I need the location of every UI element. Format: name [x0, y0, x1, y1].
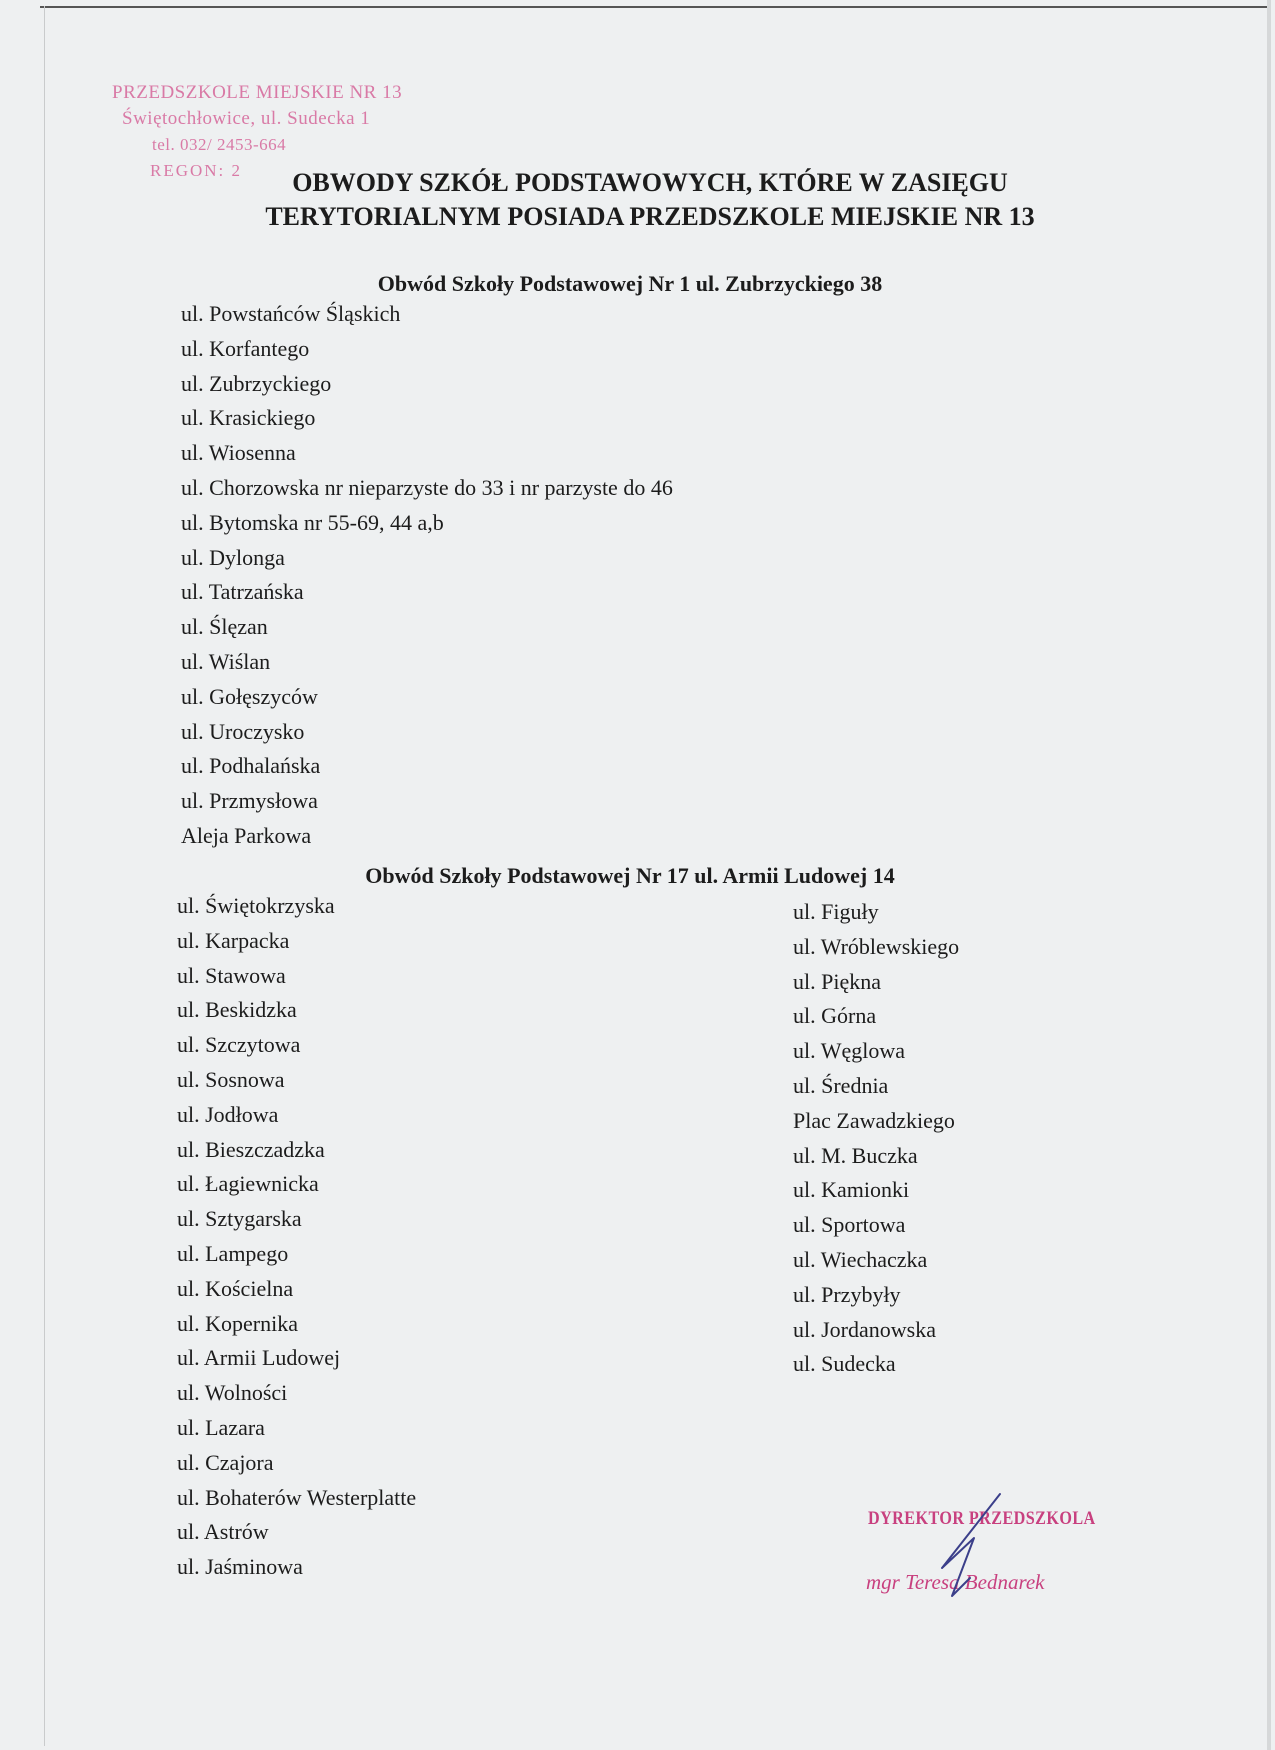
street-item: ul. Podhalańska — [181, 753, 321, 779]
street-item: ul. Przybyły — [793, 1281, 901, 1307]
school-1-heading: Obwód Szkoły Podstawowej Nr 1 ul. Zubrzyckiego 38 — [377, 271, 883, 296]
school-17-street-list-right — [793, 895, 959, 1382]
street-item: ul. Świętokrzyska — [177, 893, 335, 918]
school-1-street-list — [181, 297, 673, 854]
street-item: ul. Kopernika — [177, 1310, 298, 1336]
street-item: ul. Jordanowska — [793, 1316, 936, 1342]
street-item: ul. Bieszczadzka — [177, 1136, 325, 1162]
scan-edge-top — [40, 6, 1270, 8]
street-item: ul. Kamionki — [793, 1177, 910, 1203]
street-item: ul. Przmysłowa — [181, 788, 318, 814]
street-item: Aleja Parkowa — [181, 822, 312, 848]
director-stamp-title: DYREKTOR PRZEDSZKOLA — [868, 1508, 1096, 1529]
street-item: ul. Wiślan — [181, 648, 271, 674]
street-item: ul. Gołęszyców — [181, 683, 318, 709]
stamp-line-regon: REGON: 2 — [150, 161, 243, 180]
street-item: ul. Wiosenna — [181, 440, 296, 466]
stamp-line-phone: tel. 032/ 2453-664 — [152, 135, 287, 154]
street-item: ul. Chorzowska nr nieparzyste do 33 i nr parzyste do 46 — [181, 474, 673, 500]
street-item: ul. Wróblewskiego — [793, 933, 960, 959]
street-item: ul. Łagiewnicka — [177, 1171, 319, 1197]
scan-edge-right — [1267, 0, 1271, 1750]
street-item: ul. Sztygarska — [177, 1206, 302, 1232]
street-item: ul. Armii Ludowej — [177, 1345, 341, 1371]
street-item: ul. Kościelna — [177, 1275, 294, 1301]
street-item: ul. Korfantego — [181, 335, 310, 361]
street-item: ul. Dylonga — [181, 544, 285, 570]
street-item: ul. Górna — [793, 1003, 877, 1029]
street-item: ul. Beskidzka — [177, 997, 297, 1023]
street-item: ul. Lazara — [177, 1414, 265, 1440]
street-item: ul. Piękna — [793, 968, 881, 994]
street-item: ul. M. Buczka — [793, 1142, 918, 1168]
scan-edge-left — [44, 6, 45, 1746]
street-item: ul. Bohaterów Westerplatte — [177, 1484, 417, 1510]
document-title — [180, 166, 1120, 234]
street-item: ul. Jodłowa — [177, 1101, 279, 1127]
street-item: ul. Sudecka — [793, 1351, 896, 1377]
street-item: ul. Bytomska nr 55-69, 44 a,b — [181, 509, 444, 535]
street-item: ul. Uroczysko — [181, 718, 305, 744]
street-item: ul. Węglowa — [793, 1038, 906, 1064]
street-item: ul. Średnia — [793, 1072, 889, 1098]
street-item: ul. Zubrzyckiego — [181, 370, 332, 396]
street-item: ul. Tatrzańska — [181, 579, 304, 605]
street-item: ul. Sosnowa — [177, 1066, 285, 1092]
street-item: ul. Lampego — [177, 1240, 289, 1266]
street-item: ul. Wolności — [177, 1380, 288, 1406]
street-item: ul. Figuły — [793, 899, 879, 924]
title-line-1: OBWODY SZKÓŁ PODSTAWOWYCH, KTÓRE W ZASIĘGU — [292, 168, 1008, 197]
street-item: ul. Wiechaczka — [793, 1246, 928, 1272]
school-17-street-list-left — [177, 889, 416, 1585]
director-stamp-name: mgr Teresa Bednarek — [866, 1570, 1045, 1594]
street-item: ul. Karpacka — [177, 927, 290, 953]
street-item: Plac Zawadzkiego — [793, 1107, 955, 1133]
street-item: ul. Czajora — [177, 1449, 274, 1475]
street-item: ul. Stawowa — [177, 962, 286, 988]
street-item: ul. Szczytowa — [177, 1032, 301, 1058]
school-17-heading: Obwód Szkoły Podstawowej Nr 17 ul. Armii Ludowej 14 — [365, 863, 895, 888]
street-item: ul. Sportowa — [793, 1212, 906, 1238]
street-item: ul. Krasickiego — [181, 405, 316, 431]
street-item: ul. Powstańców Śląskich — [181, 301, 401, 326]
title-line-2: TERYTORIALNYM POSIADA PRZEDSZKOLE MIEJSKIE NR 13 — [265, 202, 1035, 231]
street-item: ul. Jaśminowa — [177, 1554, 303, 1580]
street-item: ul. Ślęzan — [181, 614, 268, 640]
stamp-line-address: Świętochłowice, ul. Sudecka 1 — [122, 108, 371, 129]
handwritten-signature — [930, 1490, 1010, 1610]
stamp-line-name: PRZEDSZKOLE MIEJSKIE NR 13 — [112, 82, 403, 103]
street-item: ul. Astrów — [177, 1519, 269, 1545]
